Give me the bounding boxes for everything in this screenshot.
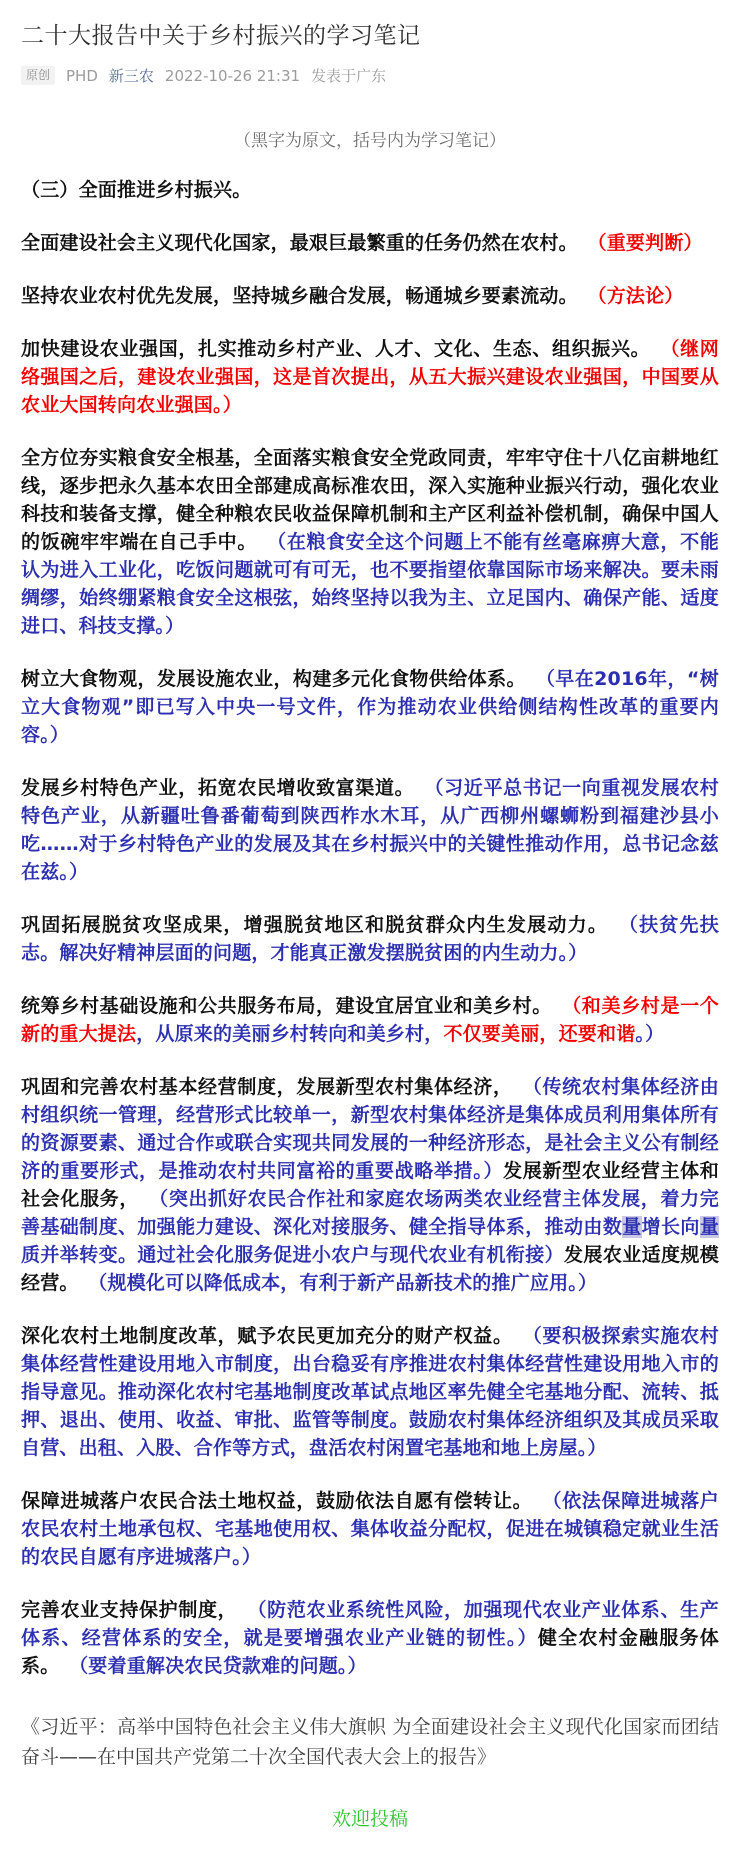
source-citation: 《习近平：高举中国特色社会主义伟大旗帜 为全面建设社会主义现代化国家而团结奋斗——在中国共产党第二十次全国代表大会上的报告》 [21,1716,719,1769]
paragraph [21,992,719,1048]
article-body [21,229,719,1680]
text-segment-blue: （传统农村集体经济由村组织统一管理，经营形式比较单一，新型农村集体经济是集体成员利用集体所有的资源要素、通过合作或联合实现共同发展的一种经济形态，是社会主义公有制经济的重要形式，是推动农村共同富裕的重要战略举措。） [21,1076,719,1183]
text-segment-red: （方法论） [577,285,684,308]
submit-link[interactable]: 欢迎投稿 [331,1808,408,1831]
text-segment-blue: 质并举转变。通过社会化服务促进小农户与现代农业有机衔接） [21,1244,565,1267]
text-segment-blue_hl: 量 [699,1216,720,1239]
text-segment-blue_hl: 量 [622,1216,642,1239]
text-segment-blue: （早在2016年，“树立大食物观”即已写入中央一号文件，作为推动农业供给侧结构性改革的重要内容。） [21,668,719,747]
author-name: PHD [66,66,98,85]
text-segment-black: 加快建设农业强国，扎实推动乡村产业、人才、文化、生态、组织振兴。 [21,338,651,361]
paragraph [21,665,719,749]
account-link[interactable]: 新三农 [108,67,154,86]
text-segment-black: 巩固拓展脱贫攻坚成果，增强脱贫地区和脱贫群众内生发展动力。 [21,914,609,937]
text-segment-blue: （规模化可以降低成本，有利于新产品新技术的推广应用。） [78,1272,598,1295]
text-segment-black: 发展农业适度规模经营。 [21,1244,719,1295]
footer [21,1804,719,1831]
text-segment-red: （重要判断） [577,232,703,255]
text-segment-blue: （突出抓好农民合作社和家庭农场两类农业经营主体发展，着力完善基础制度、加强能力建设、深化对接服务、健全指导体系，推动由数 [21,1188,719,1239]
paragraph [21,1596,719,1680]
article-meta [21,65,719,86]
text-segment-black: 完善农业支持保护制度， [21,1599,238,1622]
text-segment-black: 统筹乡村基础设施和公共服务布局，建设宜居宜业和美乡村。 [21,995,552,1018]
text-segment-black: 树立大食物观，发展设施农业，构建多元化食物供给体系。 [21,668,526,691]
text-segment-black: 发展乡村特色产业，拓宽农民增收致富渠道。 [21,777,415,800]
text-segment-black: 巩固和完善农村基本经营制度，发展新型农村集体经济， [21,1076,513,1099]
text-segment-blue: （防范农业系统性风险，加强现代农业产业体系、生产体系、经营体系的安全，就是要增强农业产业链的韧性。） [21,1599,719,1650]
original-badge: 原创 [21,66,55,85]
text-segment-red: 不仅要美丽，还要和谐 [443,1023,636,1046]
text-segment-blue: （在粮食安全这个问题上不能有丝毫麻痹大意，不能认为进入工业化，吃饭问题就可有可无，也不要指望依靠国际市场来解决。要未雨绸缪，始终绷紧粮食安全这根弦，始终坚持以我为主、立足国内、确保产能、适度进口、科技支撑。） [21,531,719,638]
text-segment-red: （继网络强国之后，建设农业强国，这是首次提出，从五大振兴建设农业强国，中国要从农业大国转向农业强国。） [21,338,719,417]
text-segment-black: 全面建设社会主义现代化国家，最艰巨最繁重的任务仍然在农村。 [21,232,578,255]
text-segment-blue: ，从原来的美丽乡村转向和美乡村， [136,1023,444,1046]
text-segment-black: 坚持农业农村优先发展，坚持城乡融合发展，畅通城乡要素流动。 [21,285,578,308]
text-segment-blue: （习近平总书记一向重视发展农村特色产业，从新疆吐鲁番葡萄到陕西柞水木耳，从广西柳州螺蛳粉到福建沙县小吃……对于乡村特色产业的发展及其在乡村振兴中的关键性推动作用，总书记念兹在兹。） [21,777,719,884]
text-segment-black: 健全农村金融服务体系。 [21,1627,719,1678]
text-segment-blue: （要积极探索实施农村集体经营性建设用地入市制度，出台稳妥有序推进农村集体经营性建设用地入市的指导意见。推动深化农村宅基地制度改革试点地区率先健全宅基地分配、流转、抵押、退出、使用、收益、审批、监管等制度。鼓励农村集体经济组织及其成员采取自营、出租、入股、合作等方式，盘活农村闲置宅基地和地上房屋。） [21,1325,719,1460]
text-segment-black: 全方位夯实粮食安全根基，全面落实粮食安全党政同责，牢牢守住十八亿亩耕地红线，逐步把永久基本农田全部建成高标准农田，深入实施种业振兴行动，强化农业科技和装备支撑，健全种粮农民收益保障机制和主产区利益补偿机制，确保中国人的饭碗牢牢端在自己手中。 [21,447,719,554]
paragraph [21,335,719,419]
text-segment-blue: （要着重解决农民贷款难的问题。） [59,1655,367,1678]
paragraph [21,1487,719,1571]
paragraph [21,911,719,967]
paragraph [21,1073,719,1297]
legend-note: （黑字为原文，括号内为学习笔记） [234,131,506,152]
section-heading: （三）全面推进乡村振兴。 [21,179,252,202]
paragraph [21,282,719,310]
text-segment-blue: 增长向 [641,1216,700,1239]
text-segment-red: （和美乡村是一个新的重大提法 [21,995,719,1046]
article-title: 二十大报告中关于乡村振兴的学习笔记 [21,23,421,49]
text-segment-blue: （扶贫先扶志。解决好精神层面的问题，才能真正激发摆脱贫困的内生动力。） [21,914,719,965]
paragraph [21,444,719,640]
text-segment-black: 保障进城落户农民合法土地权益，鼓励依法自愿有偿转让。 [21,1490,533,1513]
publish-datetime: 2022-10-26 21:31 [164,66,301,85]
publish-location: 发表于广东 [311,67,387,86]
paragraph [21,774,719,886]
paragraph [21,229,719,257]
paragraph [21,1322,719,1462]
text-segment-black: 发展新型农业经营主体和社会化服务， [21,1160,719,1211]
text-segment-blue: 。） [635,1023,665,1046]
text-segment-blue: （依法保障进城落户农民农村土地承包权、宅基地使用权、集体收益分配权，促进在城镇稳定就业生活的农民自愿有序进城落户。） [21,1490,719,1569]
text-segment-black: 深化农村土地制度改革，赋予农民更加充分的财产权益。 [21,1325,513,1348]
